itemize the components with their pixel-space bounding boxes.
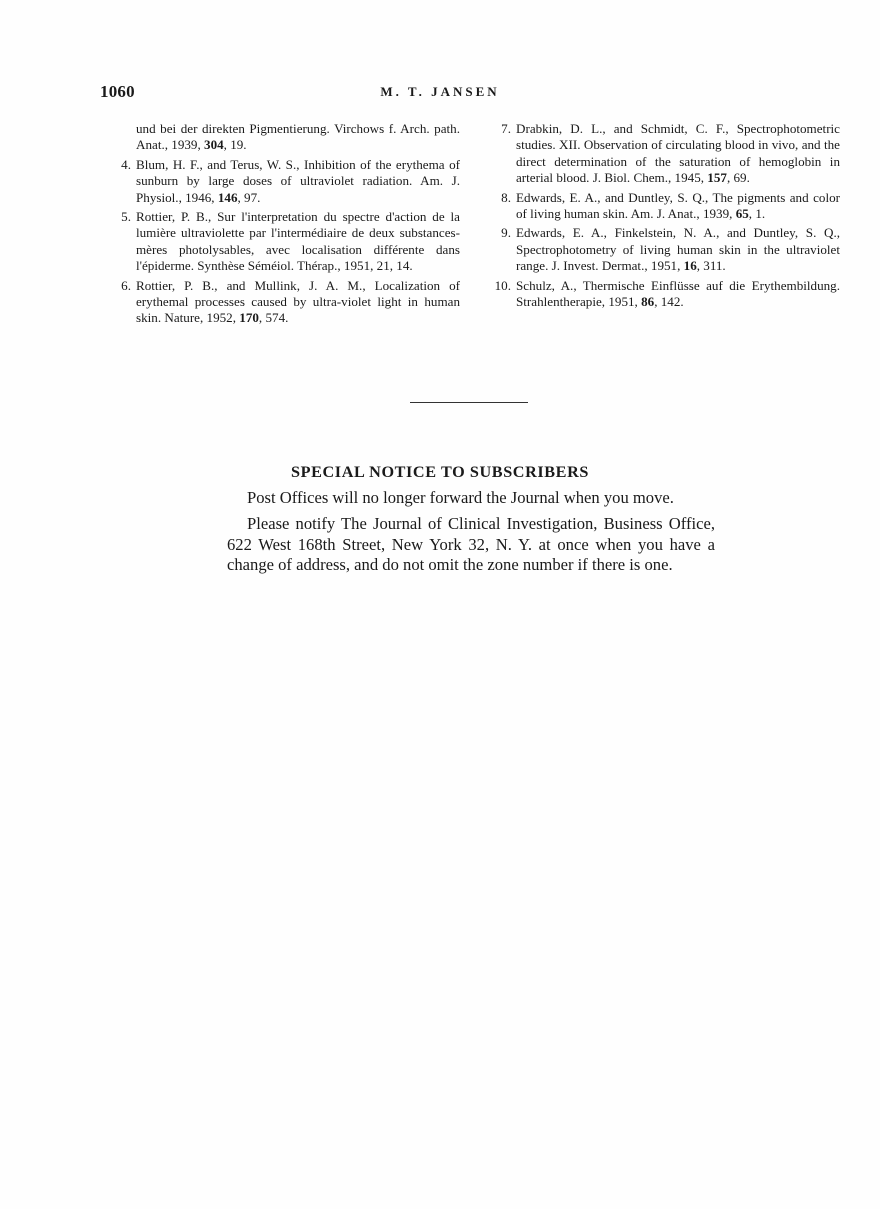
reference-item xyxy=(482,190,840,223)
reference-text: Drabkin, D. L., and Schmidt, C. F., Spectrophotometric studies. XII. Observation of circulating blood in vivo, and the direct determination of the saturation of hemoglobin in arterial blood. J. Biol. Chem., 1945, 157, 69. xyxy=(516,121,840,186)
reference-volume: 304 xyxy=(204,137,224,153)
reference-number: 8. xyxy=(501,189,511,205)
reference-text: Rottier, P. B., Sur l'interpretation du spectre d'action de la lumière ultraviolette par l'intermédiaire de deux substances-mères photolysables, avec localisation différente dans l'épiderme. Synthèse Séméiol. Thérap., 1951, 21, 14. xyxy=(136,209,460,274)
page-number: 1060 xyxy=(100,82,135,101)
reference-number: 10. xyxy=(494,277,511,293)
notice-title: SPECIAL NOTICE TO SUBSCRIBERS xyxy=(291,463,589,481)
reference-volume: 65 xyxy=(735,206,749,222)
references-right-column xyxy=(482,121,840,313)
notice-paragraph: Post Offices will no longer forward the Journal when you move. xyxy=(247,488,674,507)
reference-number: 7. xyxy=(501,121,511,136)
reference-item xyxy=(102,157,460,206)
reference-item xyxy=(102,278,460,327)
reference-volume: 170 xyxy=(239,310,259,326)
reference-number: 9. xyxy=(501,225,511,241)
reference-item xyxy=(102,121,460,154)
running-head: M. T. JANSEN xyxy=(380,84,500,99)
references-left-column xyxy=(102,121,460,330)
reference-volume: 16 xyxy=(683,258,697,274)
reference-item xyxy=(482,121,840,187)
reference-volume: 86 xyxy=(641,294,655,310)
reference-number: 6. xyxy=(121,277,131,293)
reference-item xyxy=(482,225,840,274)
reference-text: Edwards, E. A., and Duntley, S. Q., The pigments and color of living human skin. Am. J. Anat., 1939, 65, 1. xyxy=(516,189,840,222)
reference-text: Rottier, P. B., and Mullink, J. A. M., Localization of erythemal processes caused by ultra-violet light in human skin. Nature, 1952, 170, 574. xyxy=(136,277,460,326)
reference-item xyxy=(482,278,840,311)
reference-number: 4. xyxy=(121,156,131,172)
notice-body xyxy=(227,488,715,582)
reference-text: Schulz, A., Thermische Einflüsse auf die Erythembildung. Strahlentherapie, 1951, 86, 142. xyxy=(516,277,840,310)
reference-number: 5. xyxy=(121,209,131,225)
reference-text: Edwards, E. A., Finkelstein, N. A., and Duntley, S. Q., Spectrophotometry of living human skin in the ultraviolet range. J. Invest. Dermat., 1951, 16, 311. xyxy=(516,225,840,274)
reference-volume: 157 xyxy=(707,170,727,186)
section-divider xyxy=(410,402,528,403)
reference-volume: 146 xyxy=(217,189,238,205)
reference-text: Blum, H. F., and Terus, W. S., Inhibition of the erythema of sunburn by large doses of ultraviolet radiation. Am. J. Physiol., 1946, 146, 97. xyxy=(136,156,460,205)
notice-paragraph: Please notify The Journal of Clinical Investigation, Business Office, 622 West 168th Street, New York 32, N. Y. at once when you have a change of address, and do not omit the zone number if there is one. xyxy=(227,514,715,575)
reference-item xyxy=(102,209,460,275)
reference-text: und bei der direkten Pigmentierung. Virchows f. Arch. path. Anat., 1939, 304, 19. xyxy=(136,121,460,153)
